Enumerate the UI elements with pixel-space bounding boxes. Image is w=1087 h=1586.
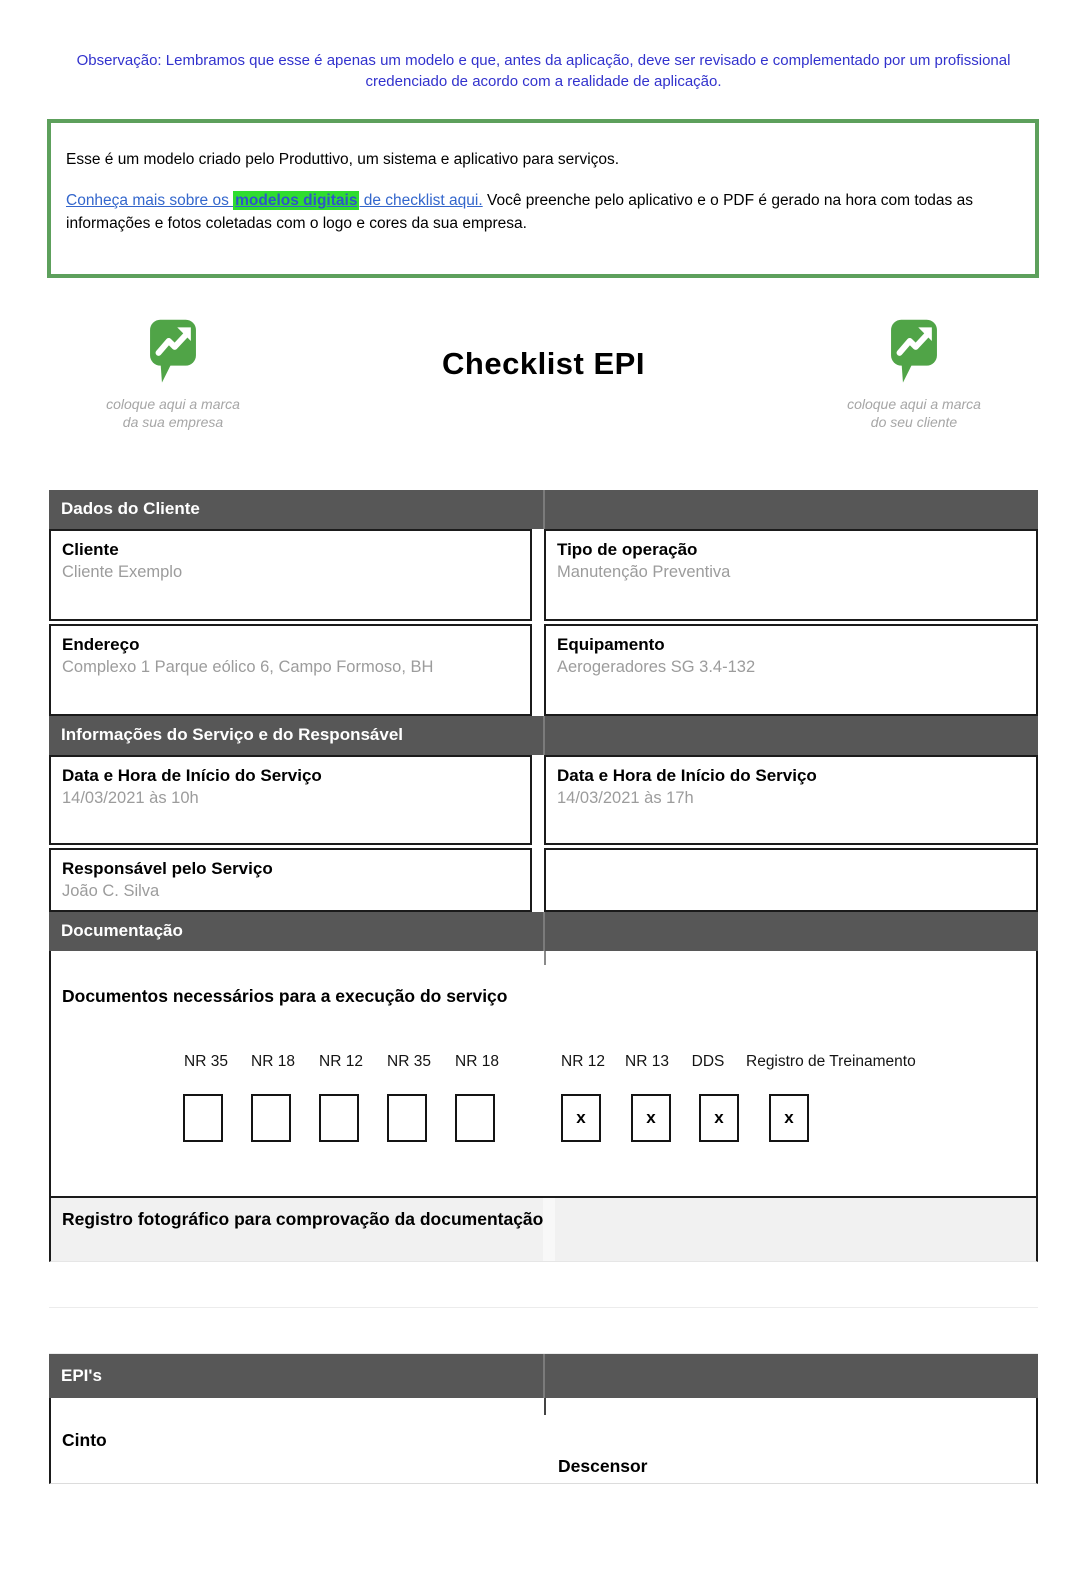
caption-line: da sua empresa [122,414,224,431]
field-value: 14/03/2021 às 17h [557,788,694,807]
checkbox-nr35-2[interactable] [387,1094,427,1142]
field-data-fim [544,755,1038,845]
epi-section [49,1398,1038,1484]
checkbox-label: NR 13 [625,1052,669,1070]
photo-record-section [49,1198,1038,1262]
model-disclaimer-note: Observação: Lembramos que esse é apenas um modelo e que, antes da aplicação, deve ser revisado e complementado por um profissional credenciado de acordo com a realidade de aplicação. [76,52,1011,91]
empty-photo-row [49,1262,1038,1308]
checkbox-nr12-1[interactable] [319,1094,359,1142]
checkbox-nr35-1[interactable] [183,1094,223,1142]
section-header-label: Dados do Cliente [61,498,200,518]
field-tipo-operacao [544,529,1038,621]
epi-item-cinto: Cinto [62,1429,107,1450]
section-header-documentacao [49,912,1038,951]
field-value: Cliente Exemplo [62,562,183,581]
checkbox-label: NR 35 [184,1052,228,1070]
empty-photo-row [49,1308,1038,1354]
caption-line: coloque aqui a marca [847,395,981,412]
checkbox-label: NR 12 [319,1052,363,1070]
checkbox-mark: x [784,1107,794,1127]
section-header-label: Documentação [61,920,183,940]
section-header-epis [49,1354,1038,1398]
field-label: Cliente [62,539,119,559]
field-value: Complexo 1 Parque eólico 6, Campo Formoso, BH [62,657,434,676]
epi-item-descensor: Descensor [558,1455,648,1476]
documentation-section [49,951,1038,1198]
checkbox-nr18-1[interactable] [251,1094,291,1142]
field-value: João C. Silva [62,881,160,900]
caption-line: coloque aqui a marca [106,395,240,412]
section-header-info-servico [49,716,1038,755]
checkbox-label: NR 18 [455,1052,499,1070]
field-empty [544,848,1038,912]
company-logo-placeholder [98,318,248,432]
table-row [49,624,1038,716]
checkbox-nr18-2[interactable] [455,1094,495,1142]
checkbox-mark: x [576,1107,586,1127]
doc-question: Documentos necessários para a execução do serviço [62,985,508,1006]
checkbox-registro-treinamento[interactable] [769,1094,809,1142]
field-value: Manutenção Preventiva [557,562,731,581]
field-label: Tipo de operação [557,539,698,559]
field-endereco [49,624,532,716]
column-divider-tick [544,951,546,965]
promo-link-suffix: de checklist aqui. [359,192,483,210]
column-divider-tick [544,1398,546,1415]
promo-line2 [66,190,1020,235]
field-responsavel [49,848,532,912]
checkbox-mark: x [714,1107,724,1127]
header-column-divider [543,912,545,951]
field-value: Aerogeradores SG 3.4-132 [557,657,756,676]
promo-link-highlight: modelos digitais [235,192,358,210]
promo-line1: Esse é um modelo criado pelo Produttivo, um sistema e aplicativo para serviços. [66,150,620,168]
field-equipamento [544,624,1038,716]
promo-link-prefix: Conheça mais sobre os [66,192,234,210]
checkbox-label: NR 35 [387,1052,431,1070]
photo-record-title: Registro fotográfico para comprovação da documentação [62,1208,544,1229]
client-logo-caption [839,395,989,432]
caption-line: do seu cliente [870,414,958,431]
table-row [49,848,1038,912]
promo-after-link: Você preenche pelo aplicativo e o PDF é gerado na hora com todas as informações e fotos coletadas com o logo e cores da sua empresa. [66,192,973,232]
header-column-divider [543,1354,545,1398]
field-label: Data e Hora de Início do Serviço [62,765,322,785]
field-cliente [49,529,532,621]
field-label: Data e Hora de Início do Serviço [557,765,817,785]
checkbox-nr12-2[interactable] [561,1094,601,1142]
checkbox-nr13[interactable] [631,1094,671,1142]
table-row [49,529,1038,621]
column-divider-light [543,1198,555,1261]
header-column-divider [543,716,545,755]
checkbox-dds[interactable] [699,1094,739,1142]
field-label: Responsável pelo Serviço [62,858,273,878]
page-title: Checklist EPI [442,345,645,381]
checklist-models-link[interactable] [66,191,483,210]
client-logo-placeholder [839,318,989,432]
field-value: 14/03/2021 às 10h [62,788,199,807]
checkbox-label: NR 18 [251,1052,295,1070]
checkbox-mark: x [646,1107,656,1127]
checkbox-label: DDS [691,1052,725,1070]
section-header-label: Informações do Serviço e do Responsável [61,724,404,744]
checkbox-label: Registro de Treinamento [746,1052,916,1070]
company-logo-caption [98,395,248,432]
produttivo-logo-icon [147,318,199,386]
field-label: Endereço [62,634,140,654]
field-data-inicio [49,755,532,845]
client-logo-icon [888,318,940,386]
section-header-label: EPI's [61,1365,102,1385]
header-column-divider [543,490,545,529]
promo-box [47,119,1039,278]
section-header-dados-cliente [49,490,1038,529]
checklist-table [49,490,1038,1484]
field-label: Equipamento [557,634,665,654]
checkbox-label: NR 12 [561,1052,605,1070]
branding-row [0,318,1087,432]
table-row [49,755,1038,845]
